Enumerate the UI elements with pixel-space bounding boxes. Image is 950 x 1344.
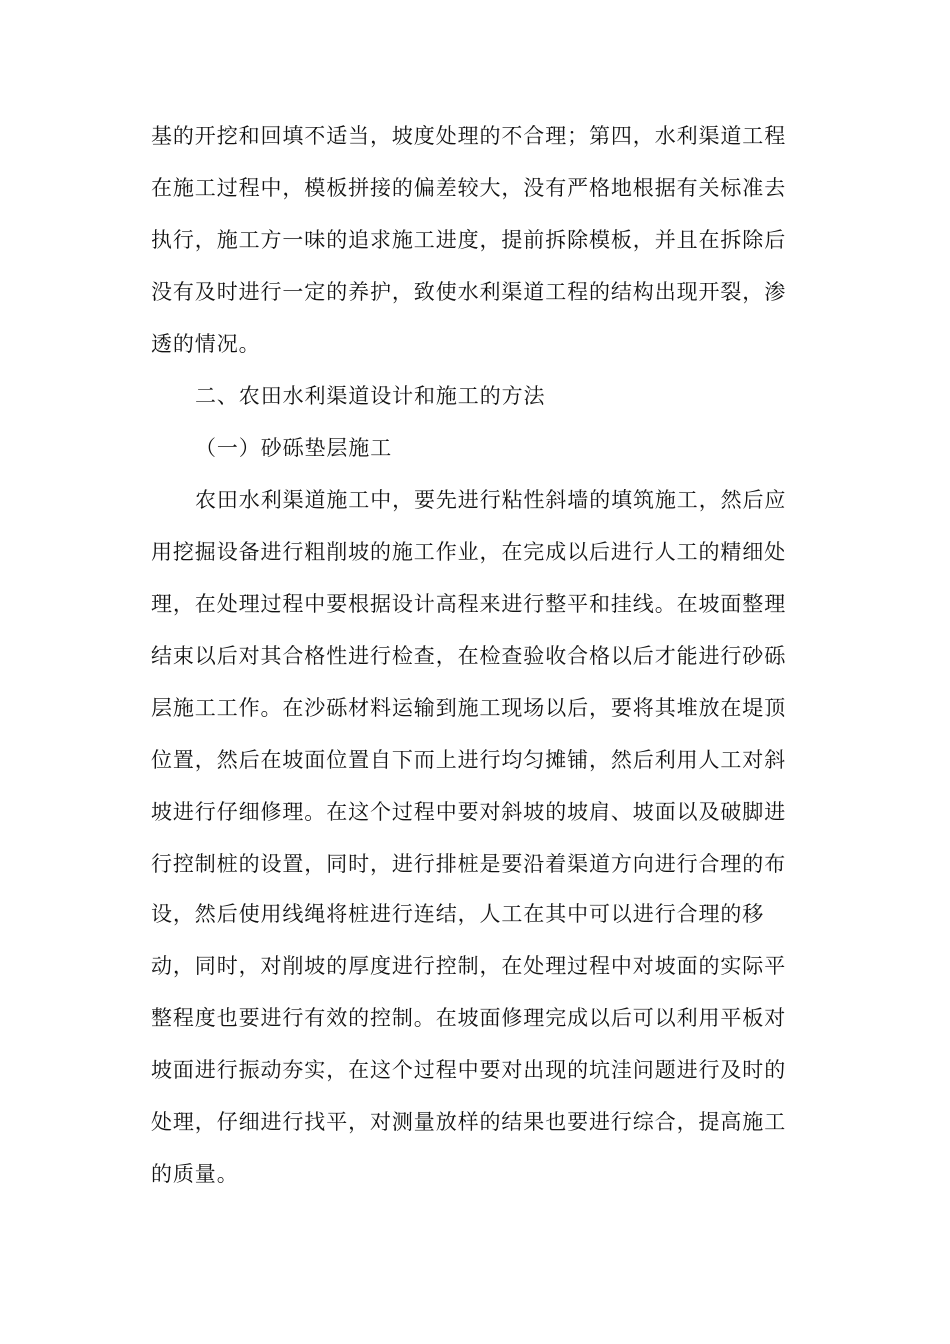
text-line: 农田水利渠道施工中，要先进行粘性斜墙的填筑施工，然后应 — [195, 488, 787, 512]
text-line: 处理，仔细进行找平，对测量放样的结果也要进行综合，提高施工 — [151, 1110, 787, 1134]
text-line: 透的情况。 — [151, 332, 261, 356]
text-line: 设，然后使用线绳将桩进行连结，人工在其中可以进行合理的移 — [151, 902, 765, 926]
subsection-heading: （一）砂砾垫层施工 — [195, 436, 393, 460]
text-line: 的质量。 — [151, 1162, 239, 1186]
text-line: 执行，施工方一味的追求施工进度，提前拆除模板，并且在拆除后 — [151, 228, 787, 252]
text-line: 层施工工作。在沙砾材料运输到施工现场以后，要将其堆放在堤顶 — [151, 696, 787, 720]
text-line: 在施工过程中，模板拼接的偏差较大，没有严格地根据有关标准去 — [151, 176, 787, 200]
text-line: 动，同时，对削坡的厚度进行控制，在处理过程中对坡面的实际平 — [151, 954, 787, 978]
text-line: 基的开挖和回填不适当，坡度处理的不合理；第四，水利渠道工程 — [151, 124, 787, 148]
text-line: 结束以后对其合格性进行检查，在检查验收合格以后才能进行砂砾 — [151, 644, 787, 668]
text-line: 行控制桩的设置，同时，进行排桩是要沿着渠道方向进行合理的布 — [151, 852, 787, 876]
text-line: 坡面进行振动夯实，在这个过程中要对出现的坑洼问题进行及时的 — [151, 1058, 787, 1082]
text-line: 理，在处理过程中要根据设计高程来进行整平和挂线。在坡面整理 — [151, 592, 787, 616]
text-line: 位置，然后在坡面位置自下而上进行均匀摊铺，然后利用人工对斜 — [151, 748, 787, 772]
text-line: 用挖掘设备进行粗削坡的施工作业，在完成以后进行人工的精细处 — [151, 540, 787, 564]
section-heading: 二、农田水利渠道设计和施工的方法 — [195, 384, 546, 408]
text-line: 没有及时进行一定的养护，致使水利渠道工程的结构出现开裂，渗 — [151, 280, 787, 304]
text-line: 整程度也要进行有效的控制。在坡面修理完成以后可以利用平板对 — [151, 1006, 787, 1030]
text-line: 坡进行仔细修理。在这个过程中要对斜坡的坡肩、坡面以及破脚进 — [151, 800, 787, 824]
